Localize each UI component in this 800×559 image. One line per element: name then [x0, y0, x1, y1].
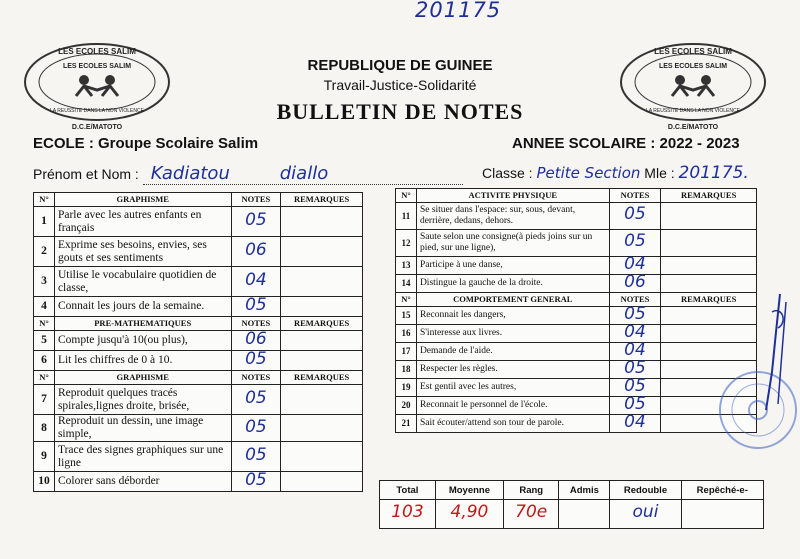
annee-label: ANNEE SCOLAIRE : [512, 135, 656, 152]
right-grades-table [395, 188, 757, 433]
school-logo-right [618, 38, 768, 133]
row-number: 7 [34, 385, 55, 415]
table-row [34, 415, 363, 442]
table-row [396, 379, 757, 397]
svg-text:LA REUSSITE DANS LA NON VIOLEN: LA REUSSITE DANS LA NON VIOLENCE [50, 108, 144, 114]
section-header-row [396, 189, 757, 203]
summary-header: Admis [559, 481, 610, 500]
row-criterion: Parle avec les autres enfants en français [54, 207, 231, 237]
svg-text:LES ECOLES SALIM: LES ECOLES SALIM [654, 47, 732, 56]
summary-value: 70e [515, 502, 548, 522]
table-row [34, 297, 363, 317]
row-number: 12 [396, 230, 417, 257]
row-criterion: Reproduit quelques tracés spirales,lignes droite, brisée, [54, 385, 231, 415]
prenom-label: Prénom et Nom : [33, 166, 139, 182]
svg-text:D.C.E/MATOTO: D.C.E/MATOTO [71, 124, 123, 131]
row-remark [281, 472, 363, 492]
row-remark [281, 415, 363, 442]
row-remark [281, 207, 363, 237]
col-remarques-header: REMARQUES [281, 317, 363, 331]
table-row [396, 230, 757, 257]
summary-header: Moyenne [435, 481, 503, 500]
row-note: 04 [624, 339, 646, 360]
country-title: REPUBLIQUE DE GUINEE [307, 57, 493, 74]
row-note: 05 [245, 445, 267, 465]
summary-value-cell [380, 500, 436, 529]
section-heading: PRE-MATHEMATIQUES [54, 317, 231, 331]
mle-label: Mle : [644, 165, 675, 181]
row-criterion: Distingue la gauche de la droite. [416, 275, 609, 293]
row-number: 11 [396, 203, 417, 230]
table-row [396, 203, 757, 230]
table-row [396, 415, 757, 433]
summary-value-cell [504, 500, 559, 529]
col-notes-header: NOTES [609, 189, 661, 203]
row-remark [661, 275, 757, 293]
row-number: 20 [396, 397, 417, 415]
row-note-cell [231, 472, 281, 492]
row-note: 05 [624, 204, 646, 224]
row-criterion: Utilise le vocabulaire quotidien de classe, [54, 267, 231, 297]
student-line [33, 163, 463, 185]
row-criterion: Compte jusqu'à 10(ou plus), [54, 331, 231, 351]
col-remarques-header: REMARQUES [281, 193, 363, 207]
row-note: 05 [624, 375, 646, 396]
row-number: 15 [396, 307, 417, 325]
row-number: 8 [34, 415, 55, 442]
row-criterion: Sait écouter/attend son tour de parole. [416, 415, 609, 433]
table-row [396, 397, 757, 415]
row-remark [281, 297, 363, 317]
row-number: 19 [396, 379, 417, 397]
row-remark [281, 237, 363, 267]
svg-text:D.C.E/MATOTO: D.C.E/MATOTO [667, 124, 719, 131]
row-note: 05 [624, 357, 646, 378]
row-criterion: Exprime ses besoins, envies, ses gouts et ses sentiments [54, 237, 231, 267]
row-note: 05 [245, 210, 267, 230]
table-row [396, 275, 757, 293]
summary-value-cell [681, 500, 763, 529]
row-criterion: Participe à une danse, [416, 257, 609, 275]
student-lastname: diallo [279, 163, 329, 184]
row-note-cell [231, 415, 281, 442]
row-remark [661, 257, 757, 275]
summary-table [379, 480, 764, 529]
row-criterion: Lit les chiffres de 0 à 10. [54, 351, 231, 371]
row-note-cell [609, 411, 661, 433]
summary-header: Repêché-e- [681, 481, 763, 500]
document-number: 201175 [415, 0, 502, 22]
summary-header: Total [380, 481, 436, 500]
page-title: BULLETIN DE NOTES [276, 99, 524, 124]
classe-line [482, 163, 749, 183]
table-row [34, 207, 363, 237]
row-remark [661, 325, 757, 343]
row-note: 06 [245, 329, 267, 349]
row-note-cell [609, 230, 661, 257]
table-row [396, 361, 757, 379]
ecole-line [33, 135, 258, 152]
row-remark [661, 203, 757, 230]
row-number: 14 [396, 275, 417, 293]
table-row [34, 331, 363, 351]
row-number: 1 [34, 207, 55, 237]
col-no-header: N° [34, 193, 55, 207]
table-row [34, 267, 363, 297]
annee-value: 2022 - 2023 [659, 135, 740, 152]
annee-line [512, 135, 740, 152]
row-note-cell [609, 203, 661, 230]
row-criterion: Reproduit un dessin, une image simple, [54, 415, 231, 442]
col-remarques-header: REMARQUES [661, 293, 757, 307]
summary-value: 4,90 [450, 502, 489, 522]
row-number: 13 [396, 257, 417, 275]
row-note: 05 [245, 470, 267, 490]
section-header-row [34, 317, 363, 331]
svg-text:LA REUSSITE DANS LA NON VIOLEN: LA REUSSITE DANS LA NON VIOLENCE [646, 108, 740, 114]
row-criterion: Reconnait les dangers, [416, 307, 609, 325]
ecole-label: ECOLE : [33, 135, 94, 152]
col-notes-header: NOTES [231, 317, 281, 331]
row-note-cell [231, 237, 281, 267]
row-note: 06 [245, 240, 267, 260]
svg-text:LES ECOLES SALIM: LES ECOLES SALIM [62, 63, 132, 70]
svg-text:LES ECOLES SALIM: LES ECOLES SALIM [58, 47, 136, 56]
row-note-cell [231, 297, 281, 317]
row-note-cell [231, 267, 281, 297]
summary-value-cell [610, 500, 681, 529]
summary-header: Rang [504, 481, 559, 500]
col-remarques-header: REMARQUES [281, 371, 363, 385]
row-note-cell [231, 442, 281, 472]
row-note-cell [231, 331, 281, 351]
table-row [396, 257, 757, 275]
summary-value: 103 [391, 502, 424, 522]
row-note-cell [231, 207, 281, 237]
row-note: 04 [624, 411, 646, 432]
row-remark [281, 331, 363, 351]
row-note: 05 [624, 303, 646, 324]
row-number: 16 [396, 325, 417, 343]
summary-value-cell [559, 500, 610, 529]
row-note: 04 [245, 270, 267, 290]
col-no-header: N° [396, 293, 417, 307]
row-criterion: Se situer dans l'espace: sur, sous, devant, derrière, dedans, dehors. [416, 203, 609, 230]
summary-value-cell [435, 500, 503, 529]
row-number: 2 [34, 237, 55, 267]
row-remark [661, 230, 757, 257]
row-criterion: Trace des signes graphiques sur une ligne [54, 442, 231, 472]
svg-text:LES ECOLES SALIM: LES ECOLES SALIM [658, 63, 728, 70]
row-remark [281, 267, 363, 297]
row-note: 04 [624, 253, 646, 274]
row-note: 04 [624, 321, 646, 342]
row-note: 05 [245, 349, 267, 369]
section-heading: GRAPHISME [54, 193, 231, 207]
row-remark [661, 343, 757, 361]
mle-value: 201175. [678, 163, 749, 183]
row-note-cell [231, 385, 281, 415]
row-number: 3 [34, 267, 55, 297]
row-criterion: Respecter les règles. [416, 361, 609, 379]
row-criterion: Connait les jours de la semaine. [54, 297, 231, 317]
school-logo-left [22, 38, 172, 133]
row-criterion: Saute selon une consigne(à pieds joins sur un pied, sur une ligne), [416, 230, 609, 257]
col-no-header: N° [34, 371, 55, 385]
col-no-header: N° [396, 189, 417, 203]
section-header-row [34, 371, 363, 385]
col-notes-header: NOTES [231, 193, 281, 207]
row-number: 10 [34, 472, 55, 492]
row-number: 21 [396, 415, 417, 433]
row-remark [281, 351, 363, 371]
table-row [396, 343, 757, 361]
row-number: 17 [396, 343, 417, 361]
row-note: 05 [624, 393, 646, 414]
row-criterion: Colorer sans déborder [54, 472, 231, 492]
row-note: 05 [245, 295, 267, 315]
row-remark [281, 442, 363, 472]
col-notes-header: NOTES [231, 371, 281, 385]
row-number: 6 [34, 351, 55, 371]
table-row [396, 307, 757, 325]
col-remarques-header: REMARQUES [661, 189, 757, 203]
signature-icon [752, 292, 800, 412]
table-row [34, 442, 363, 472]
row-number: 9 [34, 442, 55, 472]
section-header-row [396, 293, 757, 307]
row-note-cell [231, 351, 281, 371]
table-row [396, 325, 757, 343]
motto: Travail-Justice-Solidarité [323, 77, 477, 93]
col-notes-header: NOTES [609, 293, 661, 307]
row-criterion: Est gentil avec les autres, [416, 379, 609, 397]
ecole-name: Groupe Scolaire Salim [98, 135, 259, 152]
row-number: 18 [396, 361, 417, 379]
row-criterion: Reconnait le personnel de l'école. [416, 397, 609, 415]
row-note: 05 [245, 388, 267, 408]
section-header-row [34, 193, 363, 207]
row-note-cell [609, 271, 661, 293]
col-no-header: N° [34, 317, 55, 331]
summary-header: Redouble [610, 481, 681, 500]
table-row [34, 385, 363, 415]
row-remark [281, 385, 363, 415]
classe-label: Classe : [482, 165, 533, 181]
table-row [34, 351, 363, 371]
student-firstname: Kadiatou [150, 163, 230, 184]
row-remark [661, 307, 757, 325]
row-number: 5 [34, 331, 55, 351]
left-grades-table [33, 192, 363, 492]
section-heading: COMPORTEMENT GENERAL [416, 293, 609, 307]
row-note: 05 [624, 231, 646, 251]
table-row [34, 472, 363, 492]
classe-value: Petite Section [536, 164, 641, 182]
row-note: 05 [245, 416, 267, 437]
row-note: 06 [624, 271, 646, 292]
table-row [34, 237, 363, 267]
summary-value: oui [632, 502, 659, 522]
row-number: 4 [34, 297, 55, 317]
row-criterion: Demande de l'aide. [416, 343, 609, 361]
section-heading: ACTIVITE PHYSIQUE [416, 189, 609, 203]
row-criterion: S'interesse aux livres. [416, 325, 609, 343]
section-heading: GRAPHISME [54, 371, 231, 385]
